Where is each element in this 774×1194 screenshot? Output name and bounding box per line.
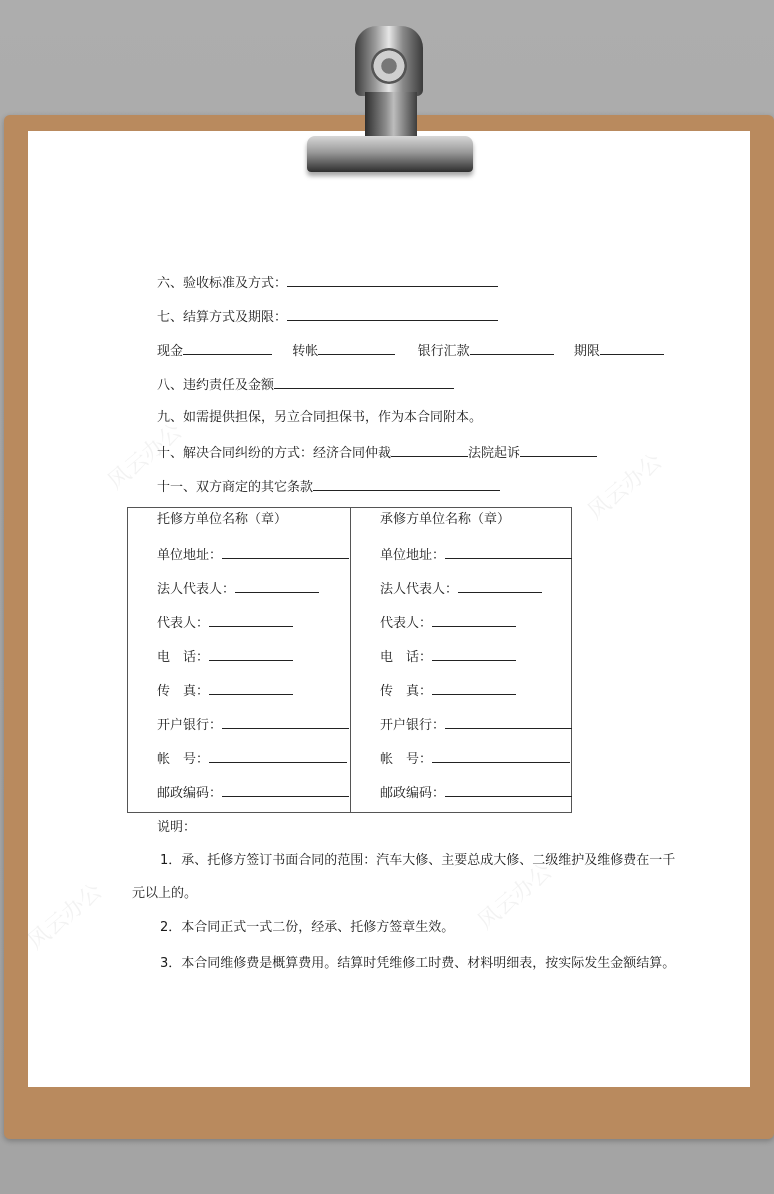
field-label: 帐 号： [157,752,210,767]
right-field [380,784,572,802]
blank-line [313,478,500,491]
right-field [380,750,570,768]
blank-line [445,546,572,559]
notes-heading: 说明： [157,820,197,835]
payment-transfer-label: 转帐 [292,344,319,359]
term-eight-label: 八、违约责任及金额 [157,378,275,393]
note-item: 3．本合同维修费是概算费用。结算时凭维修工时费、材料明细表，按实际发生金额结算。 [160,956,676,971]
right-field [380,580,542,598]
field-label: 法人代表人： [157,582,236,597]
field-label: 开户银行： [157,718,223,733]
left-field [157,546,349,564]
term-seven [157,308,498,326]
field-label: 开户银行： [380,718,446,733]
field-label: 代表人： [380,616,433,631]
court-label: 法院起诉 [468,446,521,461]
blank-line [432,682,516,695]
right-field [380,546,572,564]
field-label: 邮政编码： [157,786,223,801]
field-label: 单位地址： [157,548,223,563]
term-six [157,274,498,292]
clip-bar [307,136,473,172]
column-divider [350,508,351,812]
field-label: 法人代表人： [380,582,459,597]
clip-neck [365,92,417,140]
left-field [157,784,349,802]
payment-methods [157,342,664,360]
blank-line [432,614,516,627]
term-nine: 九、如需提供担保，另立合同担保书，作为本合同附本。 [157,410,483,425]
note-item: 元以上的。 [132,886,198,901]
payment-term-label: 期限 [573,344,600,359]
blank-line [209,750,347,763]
blank-line [222,784,349,797]
left-field [157,716,349,734]
payment-cash-label: 现金 [157,344,184,359]
field-label: 传 真： [380,684,433,699]
watermark: 风云办公 [23,879,108,955]
watermark: 风云办公 [103,419,188,495]
field-label: 帐 号： [380,752,433,767]
blank-line [445,716,572,729]
note-item: 1．承、托修方签订书面合同的范围：汽车大修、主要总成大修、二级维护及维修费在一千 [160,853,676,868]
blank-line [470,342,554,355]
field-label: 代表人： [157,616,210,631]
left-field [157,750,347,768]
term-ten-label: 十、解决合同纠纷的方式：经济合同仲裁 [157,446,392,461]
left-party-title: 托修方单位名称（章） [157,512,288,527]
right-field [380,716,572,734]
blank-line [274,376,454,389]
right-field [380,648,516,666]
term-six-label: 六、验收标准及方式： [157,276,288,291]
note-item: 2．本合同正式一式二份，经承、托修方签章生效。 [160,920,455,935]
blank-line [222,546,349,559]
blank-line [318,342,395,355]
blank-line [209,682,293,695]
blank-line [235,580,319,593]
field-label: 传 真： [157,684,210,699]
blank-line [209,648,293,661]
blank-line [183,342,272,355]
field-label: 邮政编码： [380,786,446,801]
blank-line [209,614,293,627]
clip-hole [371,48,407,84]
left-field [157,614,293,632]
blank-line [287,274,498,287]
field-label: 电 话： [380,650,433,665]
blank-line [432,648,516,661]
term-seven-label: 七、结算方式及期限： [157,310,288,325]
payment-bank-label: 银行汇款 [417,344,470,359]
right-field [380,682,516,700]
field-label: 单位地址： [380,548,446,563]
right-party-title: 承修方单位名称（章） [380,512,511,527]
right-field [380,614,516,632]
left-field [157,648,293,666]
blank-line [445,784,572,797]
blank-line [222,716,349,729]
blank-line [432,750,570,763]
term-ten [157,444,597,462]
field-label: 电 话： [157,650,210,665]
blank-line [287,308,498,321]
left-field [157,580,319,598]
blank-line [600,342,664,355]
term-eleven [157,478,500,496]
watermark: 风云办公 [583,449,668,525]
blank-line [391,444,468,457]
watermark: 风云办公 [473,859,558,935]
blank-line [458,580,542,593]
term-eight [157,376,454,394]
left-field [157,682,293,700]
term-eleven-label: 十一、双方商定的其它条款 [157,480,314,495]
blank-line [520,444,597,457]
